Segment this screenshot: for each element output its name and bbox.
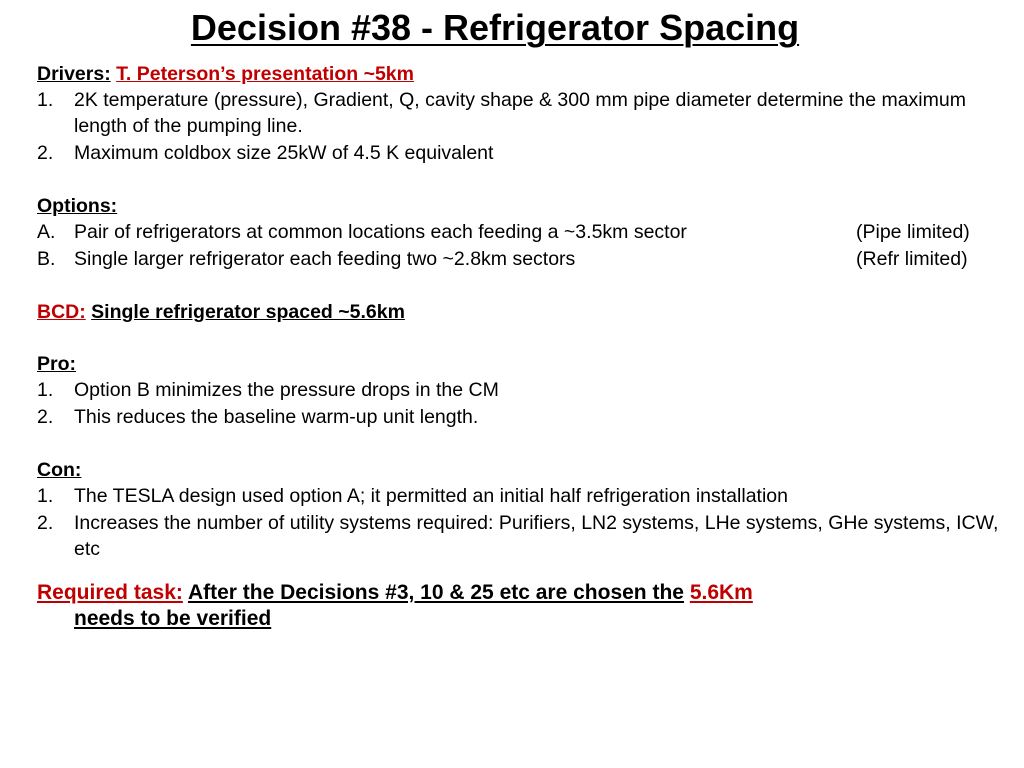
required-task-highlight: 5.6Km (689, 581, 753, 604)
option-b (37, 246, 1007, 272)
pro-heading (37, 351, 1007, 377)
options-label: Options: (37, 195, 118, 217)
con-label: Con: (37, 459, 82, 481)
drivers-source: T. Peterson’s presentation ~5km (116, 63, 414, 85)
con-heading (37, 457, 1007, 483)
con-item-1-text: The TESLA design used option A; it permitted an initial half refrigeration installation (74, 485, 788, 507)
required-task-label: Required task: (37, 581, 183, 604)
con-item-1 (37, 483, 1007, 509)
drivers-item-2 (37, 140, 1007, 166)
spacer (37, 167, 1007, 193)
con-item-2 (37, 510, 1007, 562)
spacer (37, 273, 1007, 299)
drivers-heading (37, 61, 1007, 87)
pro-item-1-text: Option B minimizes the pressure drops in the CM (74, 379, 499, 401)
required-task-line-2 (37, 606, 1007, 632)
pro-item-2-number: 2. (37, 406, 54, 428)
pro-item-2-text: This reduces the baseline warm-up unit length. (74, 406, 479, 428)
bcd-line (37, 299, 1007, 325)
option-b-note: (Refr limited) (856, 248, 968, 270)
con-item-1-number: 1. (37, 485, 54, 507)
options-heading (37, 193, 1007, 219)
option-b-text: Single larger refrigerator each feeding two ~2.8km sectors (74, 248, 576, 270)
required-task-text-end: needs to be verified (74, 607, 272, 630)
drivers-item-2-number: 2. (37, 142, 54, 164)
option-a-note: (Pipe limited) (856, 221, 970, 243)
drivers-label: Drivers: (37, 63, 111, 85)
required-task-line-1 (37, 580, 1007, 606)
pro-item-1-number: 1. (37, 379, 54, 401)
drivers-item-1 (37, 87, 1007, 139)
option-b-letter: B. (37, 248, 56, 270)
con-item-2-text: Increases the number of utility systems required: Purifiers, LN2 systems, LHe systems, GHe systems, ICW, etc (74, 512, 999, 560)
drivers-item-2-text: Maximum coldbox size 25kW of 4.5 K equivalent (74, 142, 494, 164)
pro-item-1 (37, 377, 1007, 403)
option-a-text: Pair of refrigerators at common locations each feeding a ~3.5km sector (74, 221, 687, 243)
option-a-letter: A. (37, 221, 56, 243)
required-task-text: After the Decisions #3, 10 & 25 etc are chosen the (187, 581, 684, 604)
spacer (37, 325, 1007, 351)
required-task (37, 580, 1007, 632)
pro-label: Pro: (37, 353, 76, 375)
drivers-item-1-number: 1. (37, 89, 54, 111)
slide-body (37, 61, 1007, 632)
spacer (37, 431, 1007, 457)
slide-title: Decision #38 - Refrigerator Spacing (190, 7, 800, 48)
bcd-label: BCD: (37, 301, 86, 323)
bcd-text: Single refrigerator spaced ~5.6km (91, 301, 405, 323)
drivers-item-1-text: 2K temperature (pressure), Gradient, Q, cavity shape & 300 mm pipe diameter determine the maximum length of the pumping line. (74, 89, 966, 137)
con-item-2-number: 2. (37, 512, 54, 534)
pro-item-2 (37, 404, 1007, 430)
option-a (37, 219, 1007, 245)
